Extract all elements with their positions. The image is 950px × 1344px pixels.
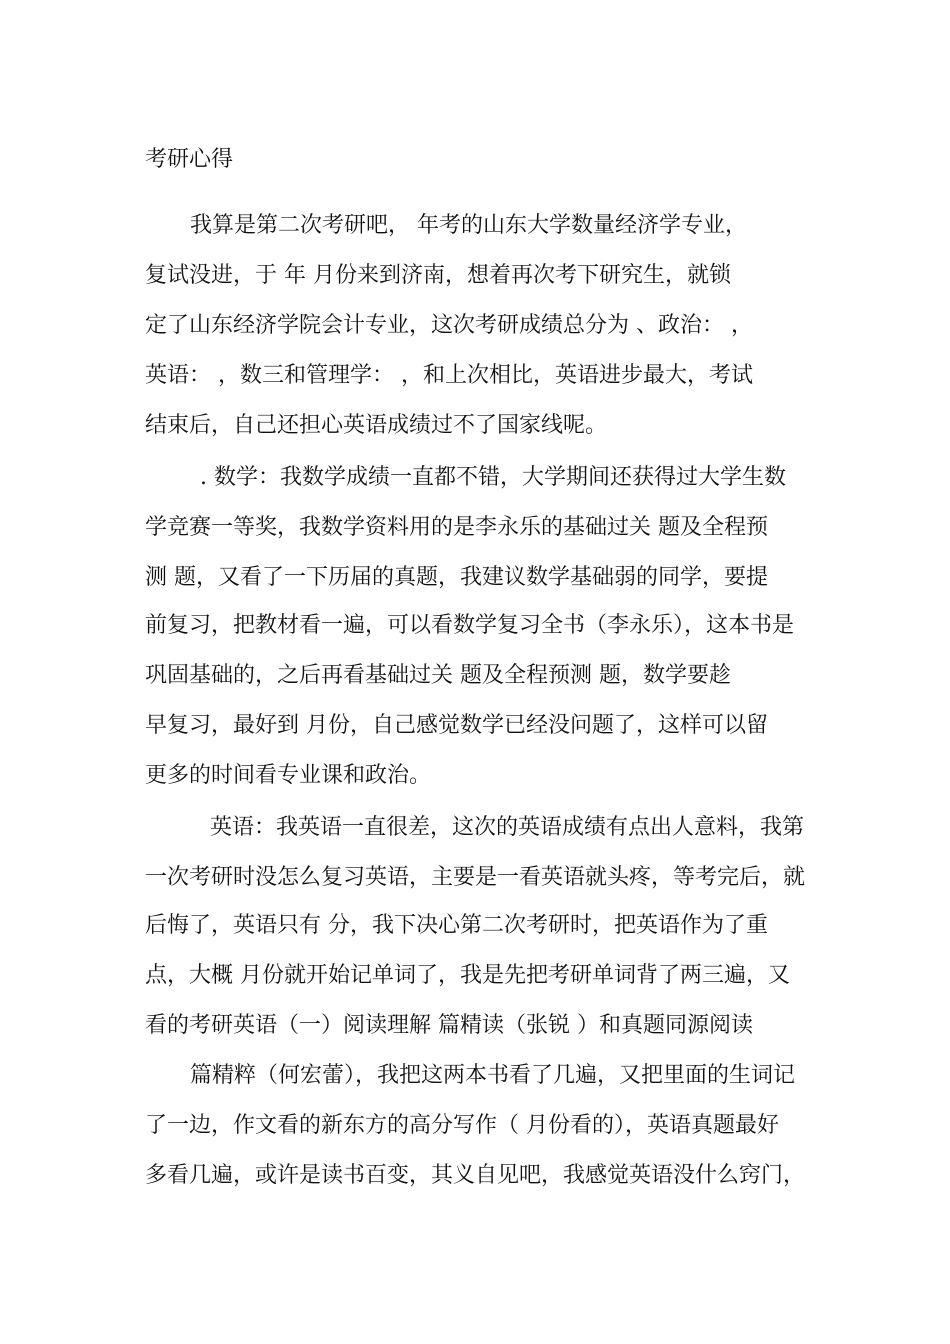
paragraph-1-line-2: 复试没进，于 年 月份来到济南，想着再次考下研究生，就锁 <box>145 263 731 288</box>
paragraph-2-line-2: 学竞赛一等奖，我数学资料用的是李永乐的基础过关 题及全程预 <box>145 515 768 540</box>
paragraph-3-line-3: 后悔了，英语只有 分，我下决心第二次考研时，把英语作为了重 <box>145 913 768 938</box>
paragraph-3-line-5: 看的考研英语（一）阅读理解 篇精读（张锐 ）和真题同源阅读 <box>145 1013 753 1038</box>
paragraph-3-line-6: 篇精粹（何宏蕾），我把这两本书看了几遍，又把里面的生词记 <box>190 1063 796 1088</box>
paragraph-2-line-7: 更多的时间看专业课和政治。 <box>145 763 432 788</box>
paragraph-3-line-7: 了一边，作文看的新东方的高分写作（ 月份看的），英语真题最好 <box>145 1113 779 1138</box>
paragraph-2-line-5: 巩固基础的，之后再看基础过关 题及全程预测 题，数学要趁 <box>145 663 731 688</box>
paragraph-2-line-4: 前复习，把教材看一遍，可以看数学复习全书（李永乐），这本书是 <box>145 613 795 638</box>
paragraph-1-line-5: 结束后，自己还担心英语成绩过不了国家线呢。 <box>145 413 608 438</box>
paragraph-1-line-1: 我算是第二次考研吧， 年考的山东大学数量经济学专业， <box>190 213 747 238</box>
paragraph-2-line-6: 早复习，最好到 月份，自己感觉数学已经没问题了，这样可以留 <box>145 713 768 738</box>
paragraph-3-line-1: 英语：我英语一直很差，这次的英语成绩有点出人意料，我第 <box>210 815 805 840</box>
paragraph-3-line-2: 一次考研时没怎么复习英语，主要是一看英语就头疼，等考完后，就 <box>145 865 806 890</box>
paragraph-2-line-3: 测 题，又看了一下历届的真题，我建议数学基础弱的同学，要提 <box>145 565 768 590</box>
paragraph-1-line-3: 定了山东经济学院会计专业，这次考研成绩总分为 、政治： ， <box>145 313 753 338</box>
paragraph-3-line-4: 点，大概 月份就开始记单词了，我是先把考研单词背了两三遍，又 <box>145 963 790 988</box>
document-title: 考研心得 <box>145 147 234 172</box>
paragraph-1-line-4: 英语： ，数三和管理学： ，和上次相比，英语进步最大，考试 <box>145 363 753 388</box>
paragraph-3-line-8: 多看几遍，或许是读书百变，其义自见吧，我感觉英语没什么窍门， <box>145 1163 806 1188</box>
paragraph-2-line-1: . 数学：我数学成绩一直都不错，大学期间还获得过大学生数 <box>200 465 786 490</box>
